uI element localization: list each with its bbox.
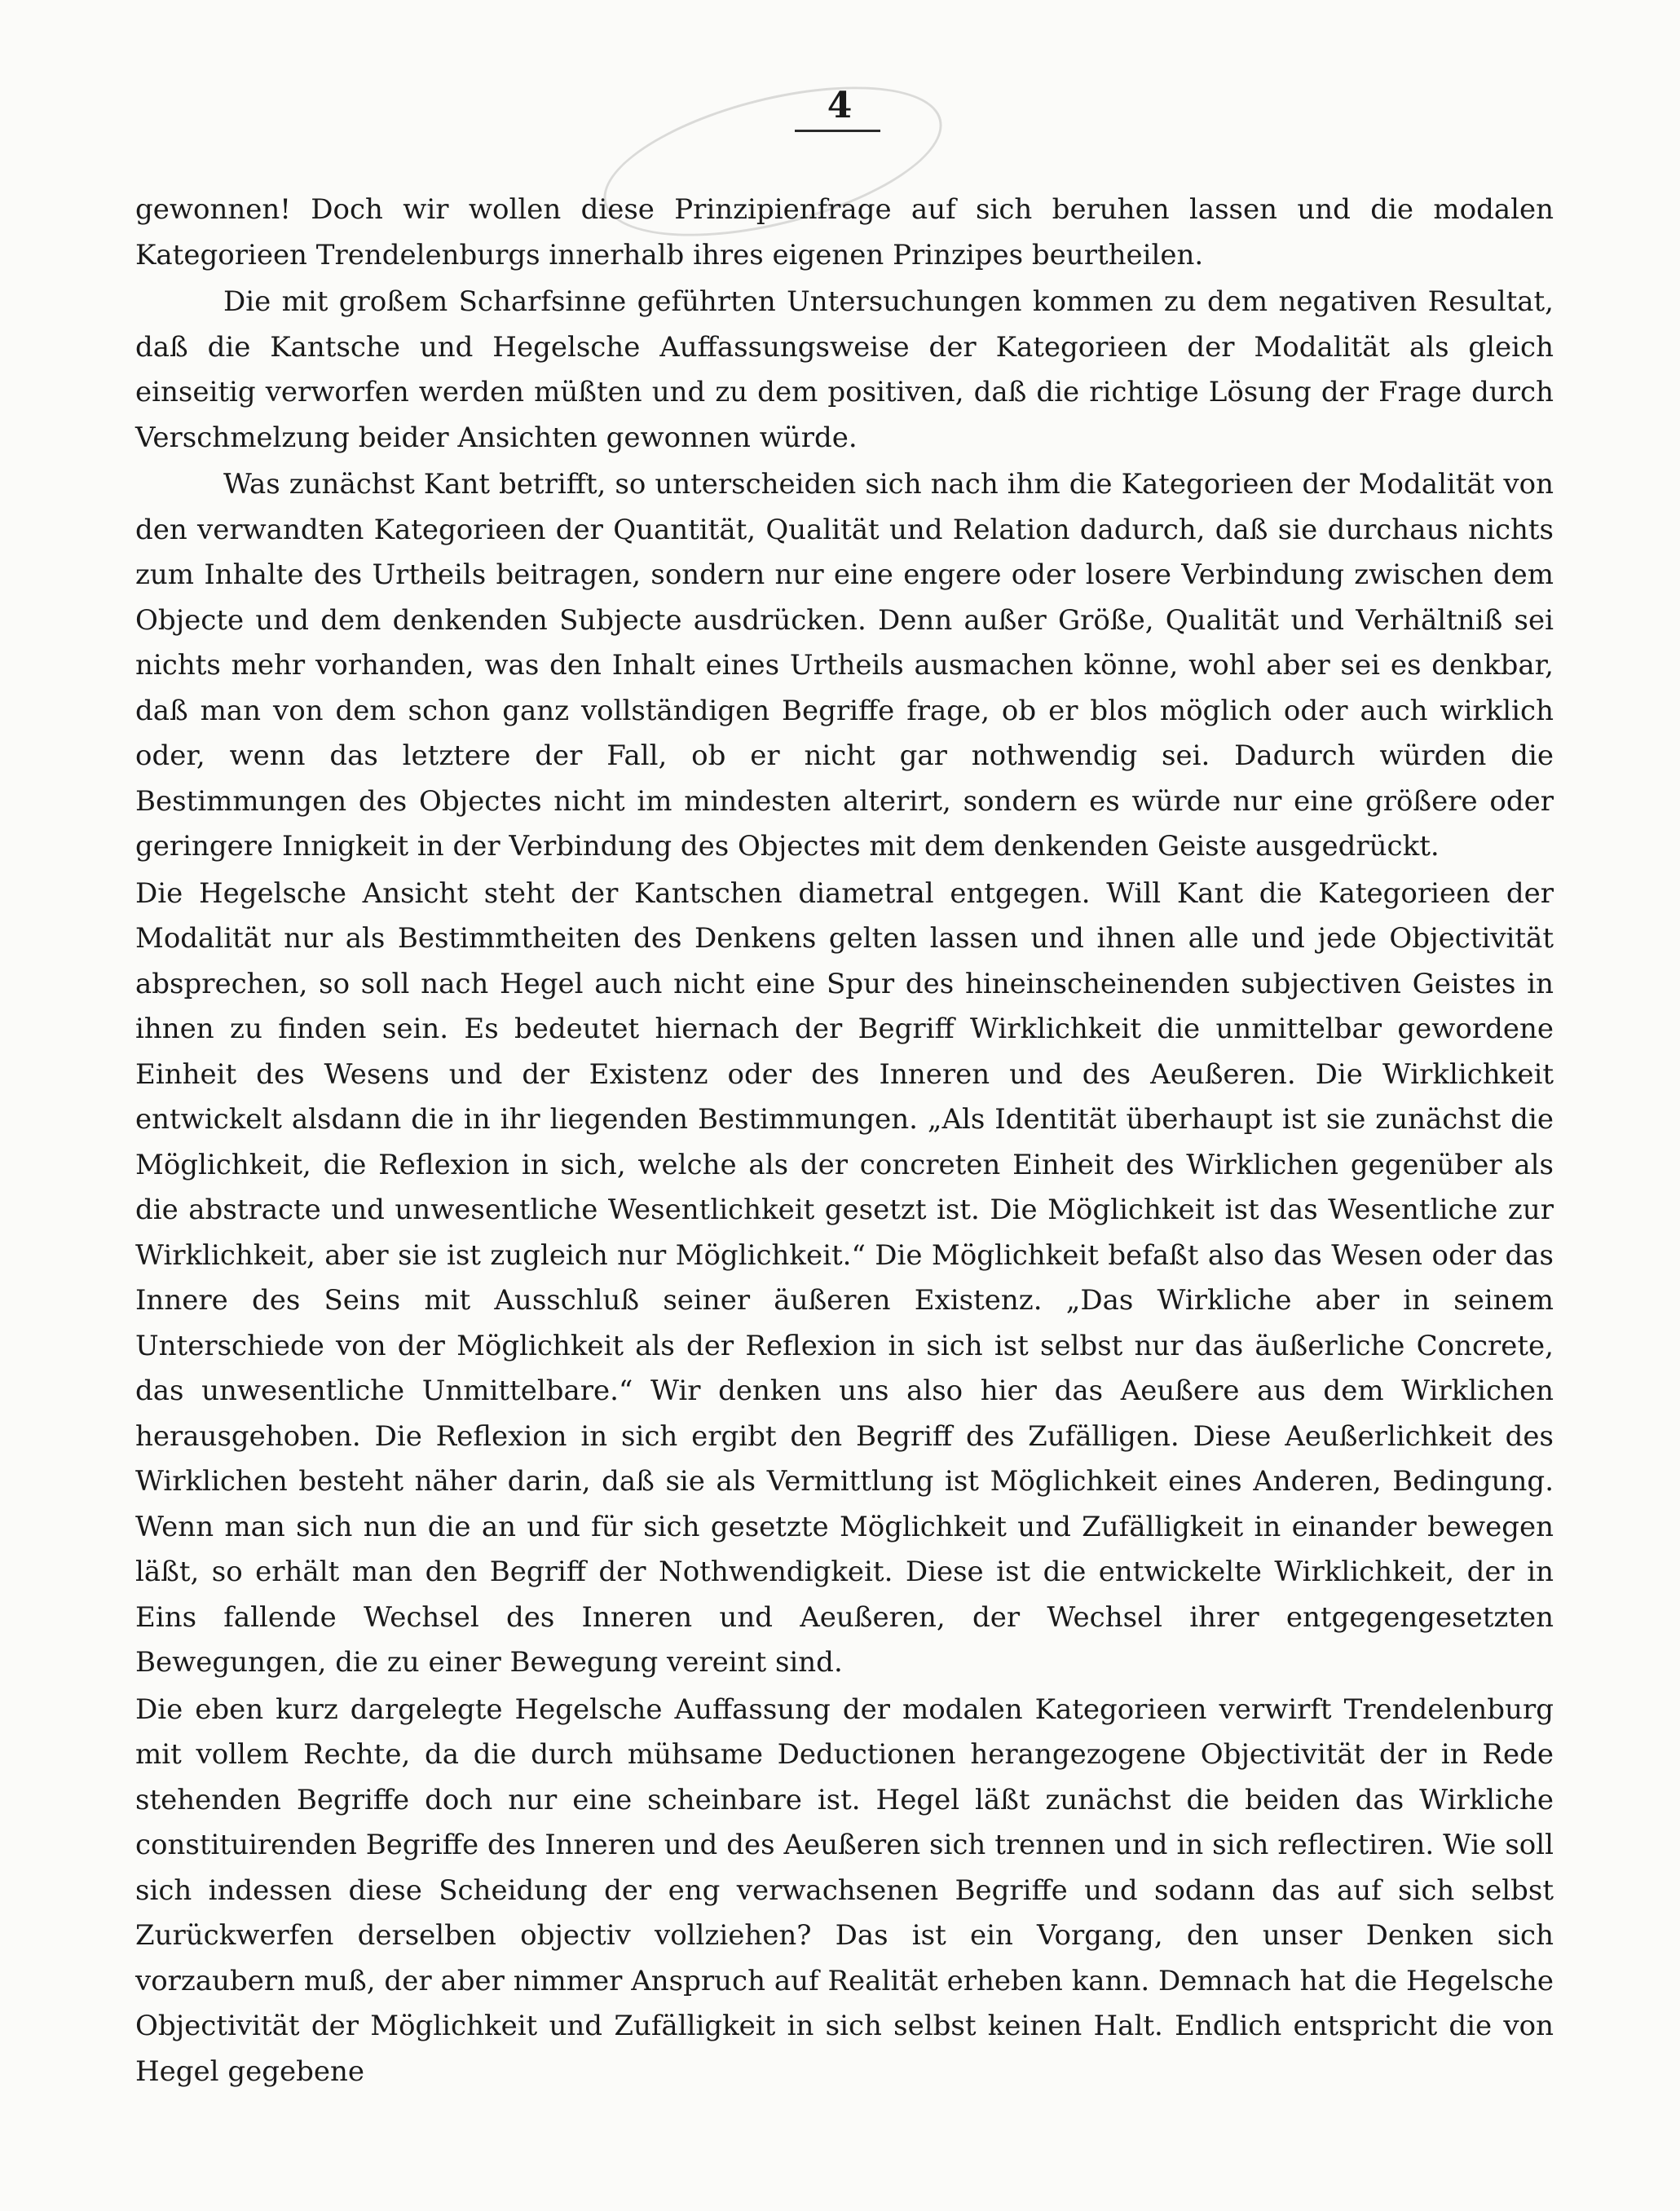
page-number: 4 xyxy=(827,85,853,126)
page-number-underline xyxy=(795,130,880,132)
paragraph-2: Die mit großem Scharfsinne geführten Untersuchungen kommen zu dem negativen Resultat, daß die Kantsche und Hegelsche Auffassungsweise der Kategorieen der Modalität als gleich einseitig verworfen werden müßten und zu dem positiven, daß die richtige Lösung der Frage durch Verschmelzung beider Ansichten gewonnen würde. xyxy=(135,285,1554,454)
paragraph-3: Was zunächst Kant betrifft, so unterscheiden sich nach ihm die Kategorieen der Modalität von den verwandten Kategorieen der Quantität, Qualität und Relation dadurch, daß sie durchaus nichts zum Inhalte des Urtheils beitragen, sondern nur eine engere oder losere Verbindung zwischen dem Objecte und dem denkenden Subjecte ausdrücken. Denn außer Größe, Qualität und Verhältniß sei nichts mehr vorhanden, was den Inhalt eines Urtheils ausmachen könne, wohl aber sei es denkbar, daß man von dem schon ganz vollständigen Begriffe frage, ob er blos möglich oder auch wirklich oder, wenn das letztere der Fall, ob er nicht gar nothwendig sei. Dadurch würden die Bestimmungen des Objectes nicht im mindesten alterirt, sondern es würde nur eine größere oder geringere Innigkeit in der Verbindung des Objectes mit dem denkenden Geiste ausgedrückt. xyxy=(135,468,1554,863)
body-text xyxy=(135,188,1554,2094)
paragraph-1: gewonnen! Doch wir wollen diese Prinzipienfrage auf sich beruhen lassen und die modalen Kategorieen Trendelenburgs innerhalb ihres eigenen Prinzipes beurtheilen. xyxy=(135,193,1554,271)
paragraph-5: Die eben kurz dargelegte Hegelsche Auffassung der modalen Kategorieen verwirft Trendelenburg mit vollem Rechte, da die durch mühsame Deductionen herangezogene Objectivität der in Rede stehenden Begriffe doch nur eine scheinbare ist. Hegel läßt zunächst die beiden das Wirkliche constituirenden Begriffe des Inneren und des Aeußeren sich trennen und in sich reflectiren. Wie soll sich indessen diese Scheidung der eng verwachsenen Begriffe und sodann das auf sich selbst Zurückwerfen derselben objectiv vollziehen? Das ist ein Vorgang, den unser Denken sich vorzaubern muß, der aber nimmer Anspruch auf Realität erheben kann. Demnach hat die Hegelsche Objectivität der Möglichkeit und Zufälligkeit in sich selbst keinen Halt. Endlich entspricht die von Hegel gegebene xyxy=(135,1692,1554,2088)
paragraph-4: Die Hegelsche Ansicht steht der Kantschen diametral entgegen. Will Kant die Kategorieen der Modalität nur als Bestimmtheiten des Denkens gelten lassen und ihnen alle und jede Objectivität absprechen, so soll nach Hegel auch nicht eine Spur des hineinscheinenden subjectiven Geistes in ihnen zu finden sein. Es bedeutet hiernach der Begriff Wirklichkeit die unmittelbar gewordene Einheit des Wesens und der Existenz oder des Inneren und des Aeußeren. Die Wirklichkeit entwickelt alsdann die in ihr liegenden Bestimmungen. „Als Identität überhaupt ist sie zunächst die Möglichkeit, die Reflexion in sich, welche als der concreten Einheit des Wirklichen gegenüber als die abstracte und unwesentliche Wesentlichkeit gesetzt ist. Die Möglichkeit ist das Wesentliche zur Wirklichkeit, aber sie ist zugleich nur Möglichkeit.“ Die Möglichkeit befaßt also das Wesen oder das Innere des Seins mit Ausschluß seiner äußeren Existenz. „Das Wirkliche aber in seinem Unterschiede von der Möglichkeit als der Reflexion in sich ist selbst nur das äußerliche Concrete, das unwesentliche Unmittelbare.“ Wir denken uns also hier das Aeußere aus dem Wirklichen herausgehoben. Die Reflexion in sich ergibt den Begriff des Zufälligen. Diese Aeußerlichkeit des Wirklichen besteht näher darin, daß sie als Vermittlung ist Möglichkeit eines Anderen, Bedingung. Wenn man sich nun die an und für sich gesetzte Möglichkeit und Zufälligkeit in einander bewegen läßt, so erhält man den Begriff der Nothwendigkeit. Diese ist die entwickelte Wirklichkeit, der in Eins fallende Wechsel des Inneren und Aeußeren, der Wechsel ihrer entgegengesetzten Bewegungen, die zu einer Bewegung vereint sind. xyxy=(135,876,1554,1679)
